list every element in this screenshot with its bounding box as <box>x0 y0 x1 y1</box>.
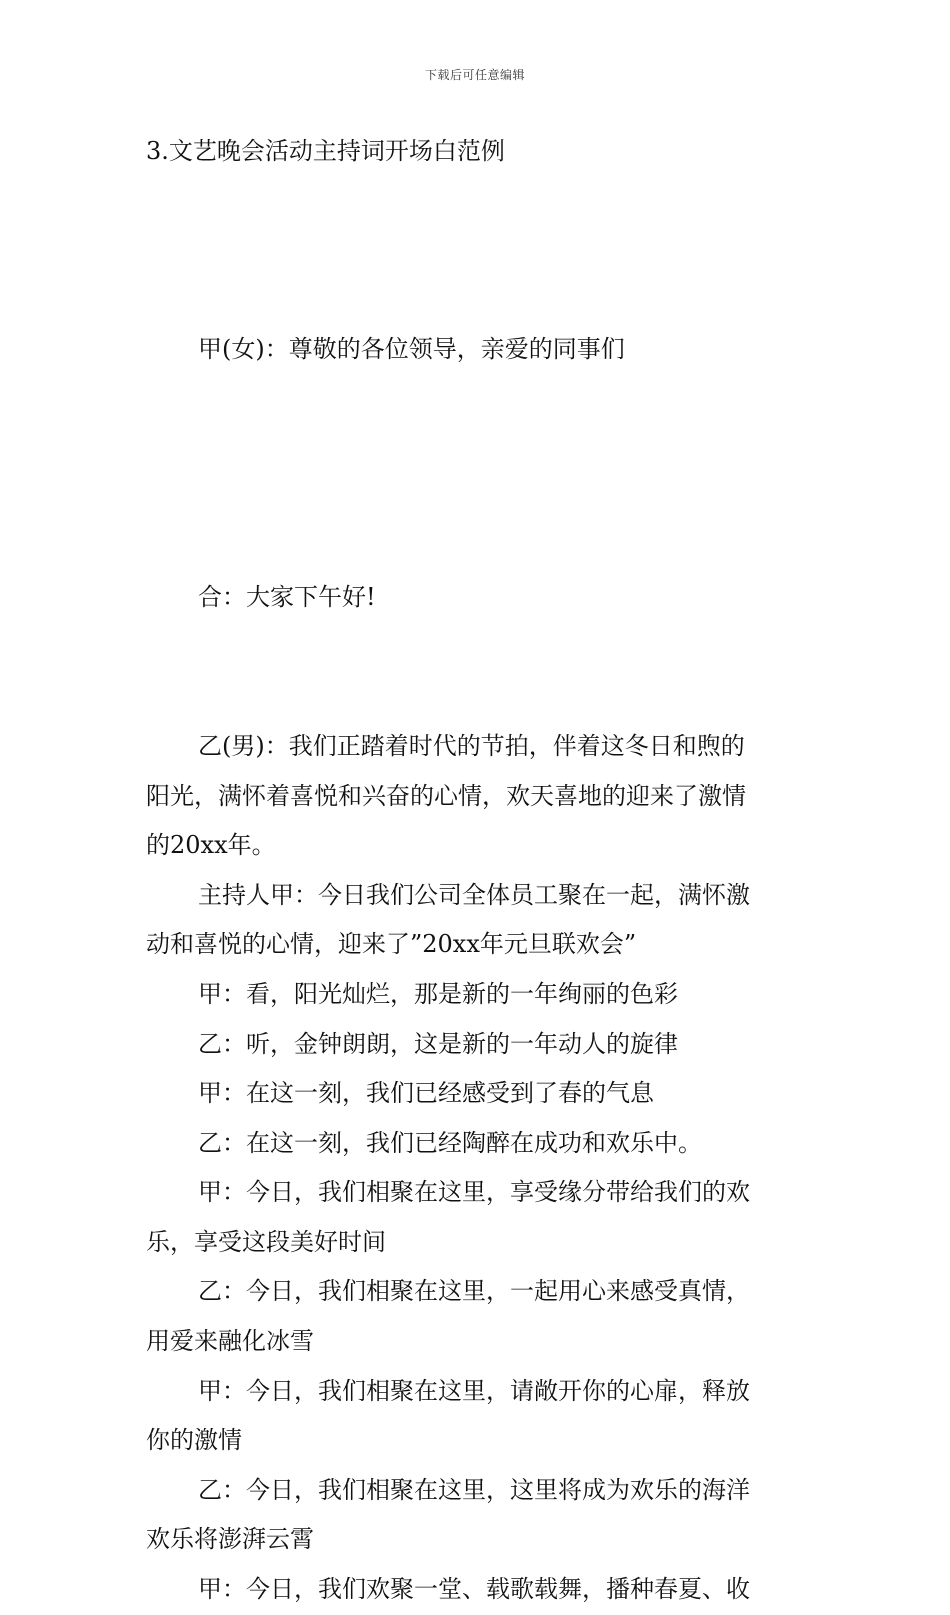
text-line: 乐，享受这段美好时间 <box>146 1227 386 1256</box>
text-line: 主持人甲：今日我们公司全体员工聚在一起，满怀激 <box>198 880 750 909</box>
text-line: 甲：在这一刻，我们已经感受到了春的气息 <box>198 1079 654 1108</box>
paragraph <box>146 871 811 970</box>
text-line: 用爱来融化冰雪 <box>146 1327 314 1356</box>
paragraph <box>146 1367 811 1466</box>
paragraph <box>146 474 811 722</box>
text-line: 动和喜悦的心情，迎来了”20xx年元旦联欢会” <box>146 930 637 959</box>
text-line: 甲(女)：尊敬的各位领导，亲爱的同事们 <box>198 335 625 364</box>
document-body <box>146 226 811 1615</box>
text-line: 欢乐将澎湃云霄 <box>146 1525 314 1554</box>
paragraph <box>146 1565 811 1615</box>
text-line: 合：大家下午好! <box>198 583 376 612</box>
text-line: 你的激情 <box>146 1426 242 1455</box>
paragraph <box>146 1069 811 1119</box>
text-line: 阳光，满怀着喜悦和兴奋的心情，欢天喜地的迎来了激情 <box>146 781 746 810</box>
paragraph <box>146 1119 811 1169</box>
text-line: 乙：在这一刻，我们已经陶醉在成功和欢乐中。 <box>198 1128 702 1157</box>
text-line: 乙(男)：我们正踏着时代的节拍，伴着这冬日和煦的 <box>198 731 745 760</box>
text-line: 甲：看，阳光灿烂，那是新的一年绚丽的色彩 <box>198 979 678 1008</box>
text-line: 的20xx年。 <box>146 831 276 860</box>
paragraph <box>146 722 811 871</box>
document-title: 3.文艺晚会活动主持词开场白范例 <box>146 137 505 165</box>
paragraph <box>146 1168 811 1267</box>
text-line: 甲：今日，我们相聚在这里，请敞开你的心扉，释放 <box>198 1376 750 1405</box>
text-line: 乙：听，金钟朗朗，这是新的一年动人的旋律 <box>198 1029 678 1058</box>
text-line: 乙：今日，我们相聚在这里，这里将成为欢乐的海洋 <box>198 1475 750 1504</box>
paragraph <box>146 970 811 1020</box>
text-line: 甲：今日，我们相聚在这里，享受缘分带给我们的欢 <box>198 1178 750 1207</box>
paragraph <box>146 1020 811 1070</box>
paragraph <box>146 1267 811 1366</box>
header-note: 下载后可任意编辑 <box>424 68 525 82</box>
text-line: 乙：今日，我们相聚在这里，一起用心来感受真情， <box>198 1277 750 1306</box>
text-line: 甲：今日，我们欢聚一堂、载歌载舞，播种春夏、收 <box>198 1575 750 1604</box>
paragraph <box>146 226 811 474</box>
paragraph <box>146 1466 811 1565</box>
